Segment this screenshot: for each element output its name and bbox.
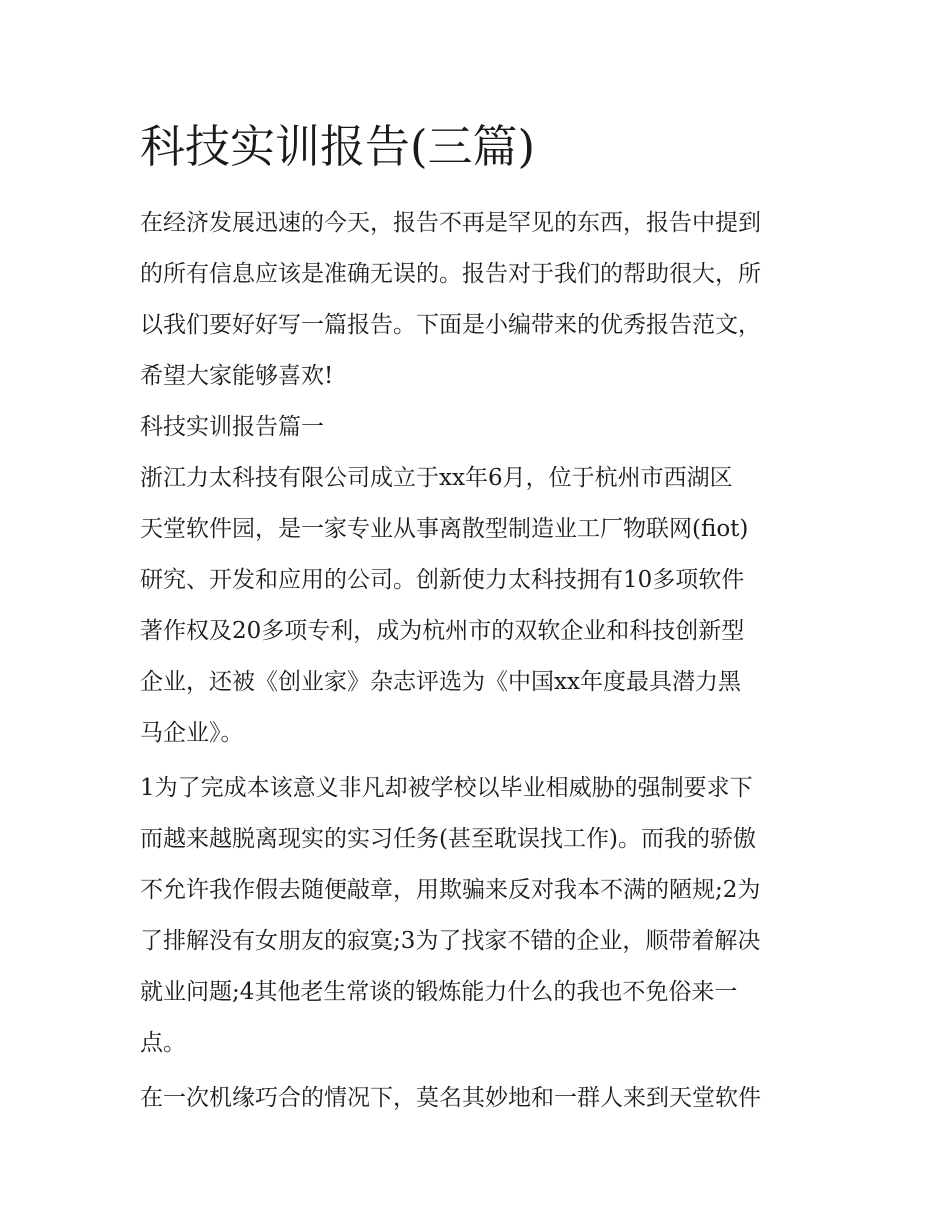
section-heading: [140, 402, 820, 453]
text-line: 企业，还被《创业家》杂志评选为《中国xx年度最具潜力黑: [140, 669, 741, 695]
text-line: 希望大家能够喜欢!: [140, 363, 334, 389]
text-line: 浙江力太科技有限公司成立于xx年6月，位于杭州市西湖区: [140, 465, 733, 491]
text-line: 1为了完成本该意义非凡却被学校以毕业相威胁的强制要求下: [140, 775, 753, 801]
text-line: 在经济发展迅速的今天，报告不再是罕见的东西，报告中提到: [140, 210, 761, 236]
text-line: 不允许我作假去随便敲章，用欺骗来反对我本不满的陋规;2为: [140, 877, 761, 903]
intro-paragraph: [140, 198, 820, 402]
story-paragraph: [140, 1073, 820, 1124]
text-line: 研究、开发和应用的公司。创新使力太科技拥有10多项软件: [140, 567, 745, 593]
text-line: 著作权及20多项专利，成为杭州市的双软企业和科技创新型: [140, 618, 745, 644]
text-line: 在一次机缘巧合的情况下，莫名其妙地和一群人来到天堂软件: [140, 1085, 761, 1111]
text-line: 天堂软件园，是一家专业从事离散型制造业工厂物联网(fiot): [140, 516, 749, 542]
document-body: [140, 112, 820, 1124]
text-line: 就业问题;4其他老生常谈的锻炼能力什么的我也不免俗来一: [140, 979, 738, 1005]
section-heading-text: 科技实训报告篇一: [140, 414, 324, 440]
text-line: 的所有信息应该是准确无误的。报告对于我们的帮助很大，所: [140, 261, 761, 287]
text-line: 马企业》。: [140, 720, 244, 746]
reasons-paragraph: [140, 763, 820, 1069]
text-line: 以我们要好好写一篇报告。下面是小编带来的优秀报告范文，: [140, 312, 761, 338]
text-line: 点。: [140, 1030, 186, 1056]
text-line: 了排解没有女朋友的寂寞;3为了找家不错的企业，顺带着解决: [140, 928, 761, 954]
company-paragraph: [140, 453, 820, 759]
document-title: 科技实训报告(三篇): [140, 120, 536, 173]
text-line: 而越来越脱离现实的实习任务(甚至耽误找工作)。而我的骄傲: [140, 826, 756, 852]
